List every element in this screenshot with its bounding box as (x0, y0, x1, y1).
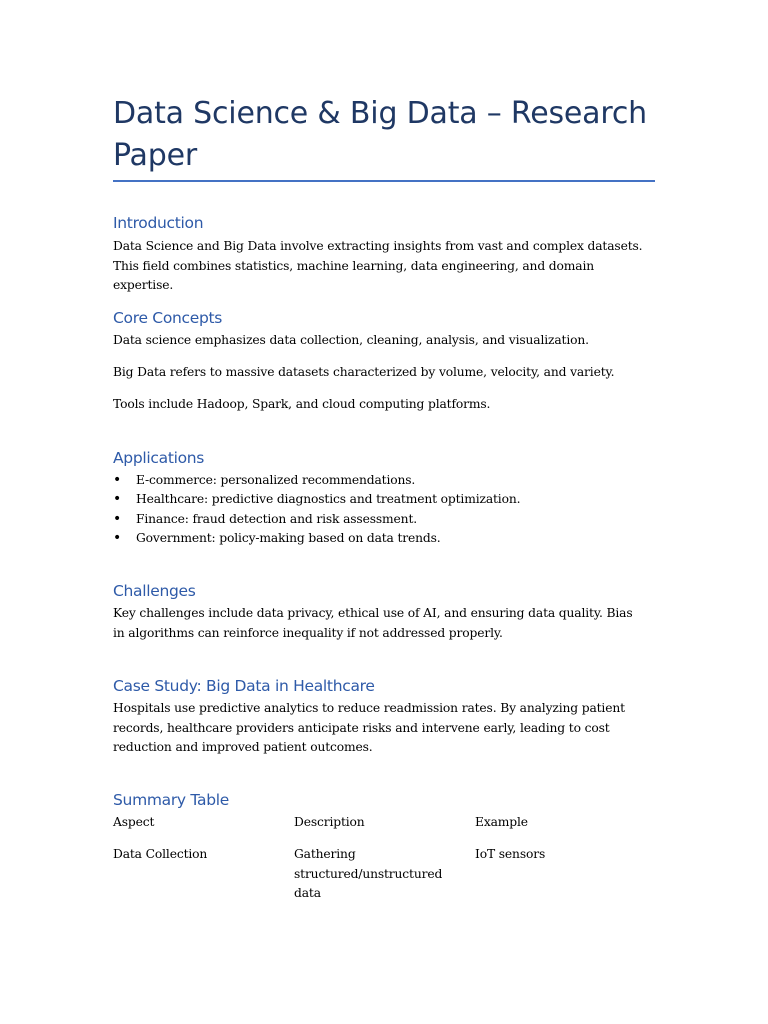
heading-challenges: Challenges (113, 582, 196, 600)
heading-introduction: Introduction (113, 214, 204, 232)
list-item (113, 510, 655, 529)
heading-applications: Applications (113, 449, 205, 467)
heading-core-concepts: Core Concepts (113, 309, 223, 327)
paragraph-core-concepts-3: Tools include Hadoop, Spark, and cloud computing platforms. (113, 397, 491, 411)
list-item (113, 471, 655, 490)
list-item (113, 490, 655, 509)
paragraph-core-concepts-1: Data science emphasizes data collection, cleaning, analysis, and visualization. (113, 333, 589, 347)
heading-summary-table: Summary Table (113, 791, 230, 809)
applications-list (113, 471, 655, 548)
table-cell: IoT sensors (475, 847, 546, 861)
bullet-icon: • (113, 491, 122, 508)
list-item (113, 529, 655, 548)
paragraph-core-concepts-2: Big Data refers to massive datasets characterized by volume, velocity, and variety. (113, 365, 615, 379)
table-header-description: Description (294, 815, 365, 829)
list-item-text: E-commerce: personalized recommendations. (136, 473, 416, 487)
table-header-aspect: Aspect (113, 815, 155, 829)
list-item-text: Finance: fraud detection and risk assessment. (136, 511, 417, 526)
bullet-icon: • (113, 529, 122, 546)
table-header-example: Example (475, 815, 528, 829)
list-item-text: Healthcare: predictive diagnostics and treatment optimization. (136, 492, 521, 507)
paragraph-case-study: Hospitals use predictive analytics to reduce readmission rates. By analyzing patient records, healthcare providers anticipate risks and intervene early, leading to cost reduction and improved patient outcomes. (113, 701, 625, 754)
table-cell: Data Collection (113, 847, 208, 861)
paragraph-challenges: Key challenges include data privacy, ethical use of AI, and ensuring data quality. Bias in algorithms can reinforce inequality if not addressed properly. (113, 606, 633, 640)
bullet-icon: • (113, 472, 122, 488)
list-item-text: Government: policy-making based on data trends. (136, 530, 441, 545)
bullet-icon: • (113, 510, 122, 527)
page-title: Data Science & Big Data – Research Paper (113, 96, 647, 173)
heading-case-study: Case Study: Big Data in Healthcare (113, 677, 375, 695)
title-divider (113, 180, 655, 182)
table-cell: Gathering structured/unstructured data (294, 847, 443, 900)
paragraph-introduction: Data Science and Big Data involve extracting insights from vast and complex datasets. This field combines statistics, machine learning, data engineering, and domain expertise. (113, 239, 643, 292)
